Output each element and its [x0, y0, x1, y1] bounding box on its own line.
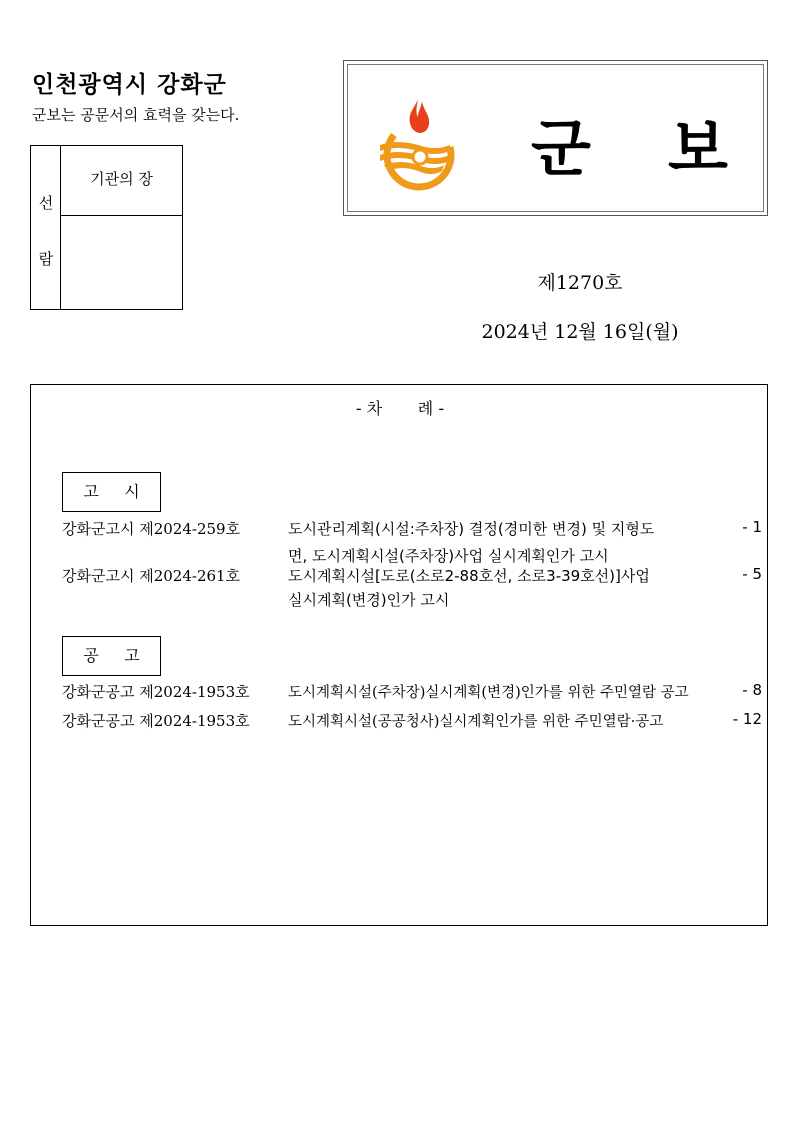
toc-entry-title-cont[interactable]: 면, 도시계획시설(주차장)사업 실시계획인가 고시 — [288, 547, 609, 565]
issue-date: 2024년 12월 16일(월) — [481, 321, 679, 343]
toc-entry-title[interactable]: 도시계획시설(공공청사)실시계획인가를 위한 주민열람·공고 — [288, 714, 664, 730]
toc-entry-title[interactable]: 도시계획시설[도로(소로2-88호선, 소로3-39호선)]사업 — [288, 567, 650, 585]
title-inner — [347, 64, 764, 212]
toc-entry-title[interactable]: 도시계획시설(주차장)실시계획(변경)인가를 위한 주민열람 공고 — [288, 685, 689, 701]
flame-shape — [410, 99, 430, 133]
toc-entry-page: - 5 — [742, 565, 762, 583]
issue-number: 제1270호 — [537, 272, 623, 294]
review-label-column — [31, 146, 61, 309]
toc-entry-no: 강화군고시 제2024-261호 — [62, 567, 241, 585]
title-box — [343, 60, 768, 216]
toc-title: - 차 례 - — [355, 399, 445, 418]
org-note: 군보는 공문서의 효력을 갖는다. — [32, 106, 240, 124]
review-char-top: 선 — [38, 194, 54, 212]
org-name: 인천광역시 강화군 — [32, 72, 227, 98]
review-head-label: 기관의 장 — [61, 146, 182, 216]
toc-section-notice: 고 시 — [62, 472, 161, 512]
toc-entry-page: - 8 — [742, 681, 762, 699]
review-box — [30, 145, 183, 310]
review-char-bottom: 람 — [38, 250, 54, 268]
toc-entry-no: 강화군공고 제2024-1953호 — [62, 712, 250, 730]
gangwha-county-emblem-icon — [374, 95, 464, 191]
toc-entry-no: 강화군고시 제2024-259호 — [62, 520, 241, 538]
toc-entry-page: - 1 — [742, 518, 762, 536]
emblem-center — [413, 150, 427, 164]
toc-section-announcement: 공 고 — [62, 636, 161, 676]
toc-entry-title[interactable]: 도시관리계획(시설:주차장) 결정(경미한 변경) 및 지형도 — [288, 520, 655, 538]
toc-entry-no: 강화군공고 제2024-1953호 — [62, 683, 250, 701]
title-char-2: 보 — [668, 112, 728, 185]
toc-entry-title-cont[interactable]: 실시계획(변경)인가 고시 — [288, 591, 450, 609]
title-char-1: 군 — [531, 112, 591, 185]
toc-entry-page: - 12 — [732, 710, 762, 728]
